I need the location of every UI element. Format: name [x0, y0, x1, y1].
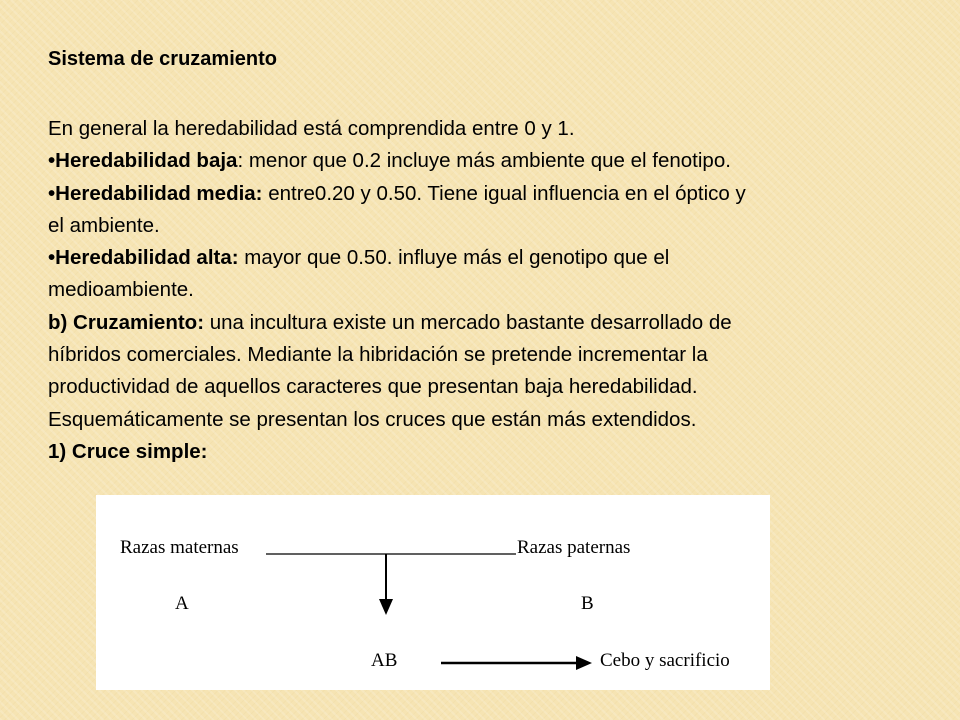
- text-line-9: [48, 371, 958, 403]
- text-line-3-bold: •Heredabilidad media:: [48, 181, 263, 205]
- text-line-8: [48, 339, 958, 371]
- text-line-6-text: medioambiente.: [48, 278, 194, 302]
- text-line-5: [48, 242, 958, 274]
- maternal-code-label: A: [175, 593, 189, 614]
- text-line-2-text: : menor que 0.2 incluye más ambiente que el fenotipo.: [237, 149, 731, 173]
- cross-diagram: [96, 495, 770, 690]
- text-line-11: [48, 436, 958, 468]
- text-line-4: [48, 210, 958, 242]
- text-line-10-text: Esquemáticamente se presentan los cruces que están más extendidos.: [48, 407, 697, 431]
- text-line-8-text: híbridos comerciales. Mediante la hibridación se pretende incrementar la: [48, 343, 708, 367]
- text-line-4-text: el ambiente.: [48, 213, 160, 237]
- text-line-7-text: una incultura existe un mercado bastante desarrollado de: [204, 310, 732, 334]
- body-text: [48, 113, 958, 468]
- text-line-1-text: En general la heredabilidad está comprendida entre 0 y 1.: [48, 117, 575, 140]
- paternal-breeds-label: Razas paternas: [517, 537, 631, 558]
- down-arrow-head: [379, 599, 393, 615]
- text-line-11-bold: 1) Cruce simple:: [48, 439, 208, 463]
- maternal-breeds-label: Razas maternas: [120, 537, 239, 558]
- slide-title: Sistema de cruzamiento: [48, 48, 277, 70]
- text-line-2: [48, 145, 958, 177]
- text-line-7-bold: b) Cruzamiento:: [48, 310, 205, 334]
- text-line-3: [48, 178, 958, 210]
- outcome-label: Cebo y sacrificio: [600, 650, 730, 671]
- text-line-7: [48, 307, 958, 339]
- text-line-5-text: mayor que 0.50. influye más el genotipo que el: [238, 246, 670, 270]
- right-arrow-head: [576, 656, 592, 670]
- text-line-10: [48, 404, 958, 436]
- text-line-1: [48, 113, 958, 145]
- cross-code-label: AB: [371, 650, 398, 671]
- text-line-2-bold: •Heredabilidad baja: [48, 149, 238, 173]
- text-line-6: [48, 274, 958, 306]
- text-line-5-bold: •Heredabilidad alta:: [48, 246, 239, 270]
- text-line-9-text: productividad de aquellos caracteres que presentan baja heredabilidad.: [48, 375, 698, 399]
- paternal-code-label: B: [581, 593, 594, 614]
- text-line-3-text: entre0.20 y 0.50. Tiene igual influencia en el óptico y: [262, 181, 746, 205]
